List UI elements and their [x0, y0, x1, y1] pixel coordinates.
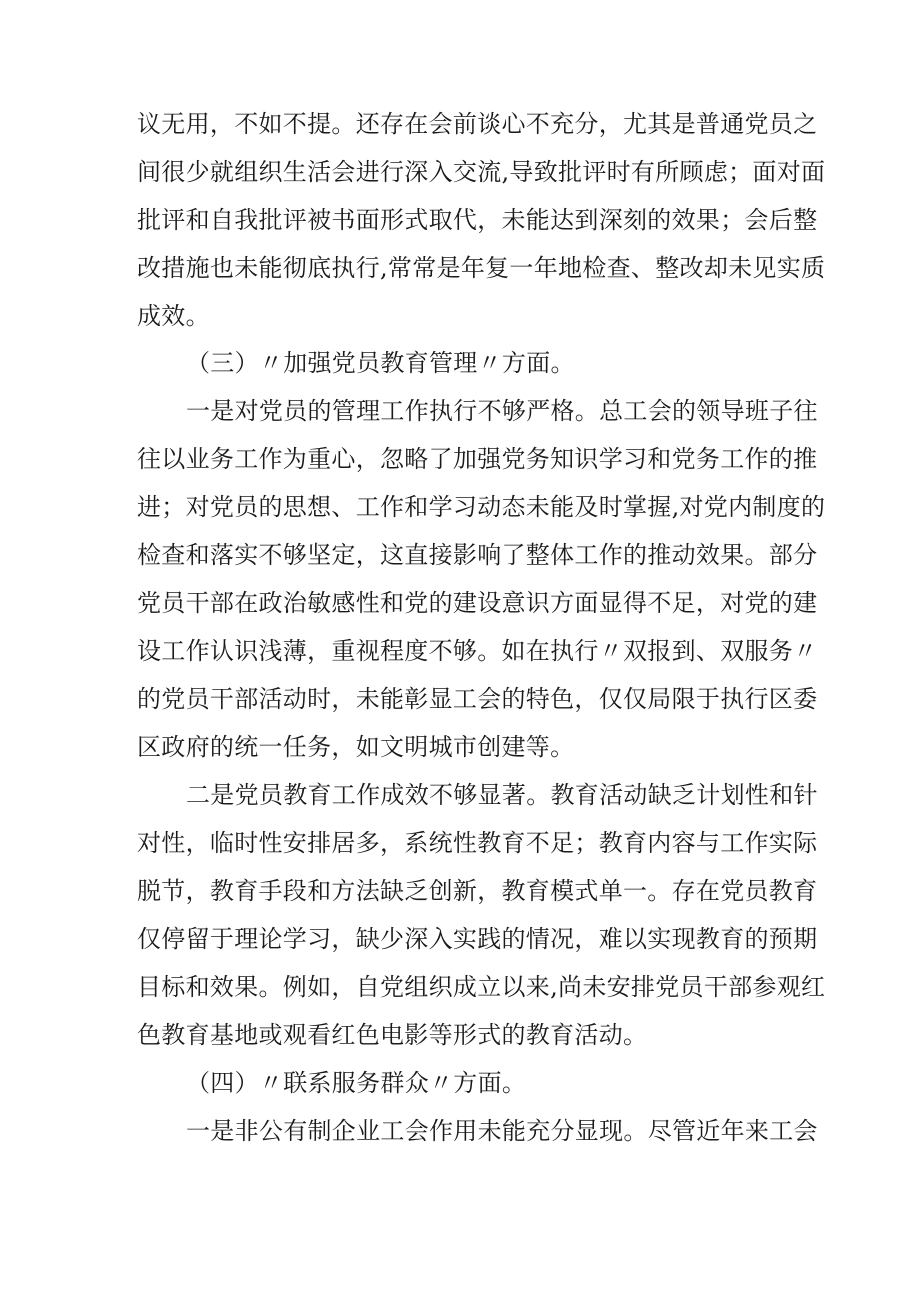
paragraph-line: 设工作认识浅薄，重视程度不够。如在执行〃双报到、双服务〃 [137, 637, 818, 665]
paragraph-line: 目标和效果。例如，自党组织成立以来,尚未安排党员干部参观红 [137, 973, 826, 1001]
paragraph-line: 区政府的统一任务，如文明城市创建等。 [137, 733, 575, 761]
paragraph-line: 一是非公有制企业工会作用未能充分显现。尽管近年来工会 [186, 1117, 818, 1145]
paragraph-line: 色教育基地或观看红色电影等形式的教育活动。 [137, 1021, 648, 1049]
paragraph-line: 改措施也未能彻底执行,常常是年复一年地检查、整改却未见实质 [137, 254, 826, 282]
paragraph-line: 检查和落实不够坚定，这直接影响了整体工作的推动效果。部分 [137, 541, 818, 569]
paragraph-line: 间很少就组织生活会进行深入交流,导致批评时有所顾虑；面对面 [137, 158, 826, 186]
paragraph-line: 党员干部在政治敏感性和党的建设意识方面显得不足，对党的建 [137, 589, 818, 617]
paragraph-line: 脱节，教育手段和方法缺乏创新，教育模式单一。存在党员教育 [137, 877, 818, 905]
paragraph-line: 批评和自我批评被书面形式取代，未能达到深刻的效果；会后整 [137, 206, 818, 234]
paragraph-line: 的党员干部活动时，未能彰显工会的特色，仅仅局限于执行区委 [137, 685, 818, 713]
paragraph-line: 对性，临时性安排居多，系统性教育不足；教育内容与工作实际 [137, 829, 818, 857]
paragraph-line: 往以业务工作为重心，忽略了加强党务知识学习和党务工作的推 [137, 445, 818, 473]
section-heading-4: （四）〃联系服务群众〃方面。 [186, 1069, 527, 1097]
paragraph-line: 一是对党员的管理工作执行不够严格。总工会的领导班子往 [186, 397, 818, 425]
paragraph-line: 进；对党员的思想、工作和学习动态未能及时掌握,对党内制度的 [137, 493, 826, 521]
paragraph-line: 成效。 [137, 302, 210, 330]
paragraph-line: 二是党员教育工作成效不够显著。教育活动缺乏计划性和针 [186, 781, 818, 809]
paragraph-line: 议无用，不如不提。还存在会前谈心不充分，尤其是普通党员之 [137, 110, 818, 138]
section-heading-3: （三）〃加强党员教育管理〃方面。 [186, 349, 575, 377]
paragraph-line: 仅停留于理论学习，缺少深入实践的情况，难以实现教育的预期 [137, 925, 818, 953]
